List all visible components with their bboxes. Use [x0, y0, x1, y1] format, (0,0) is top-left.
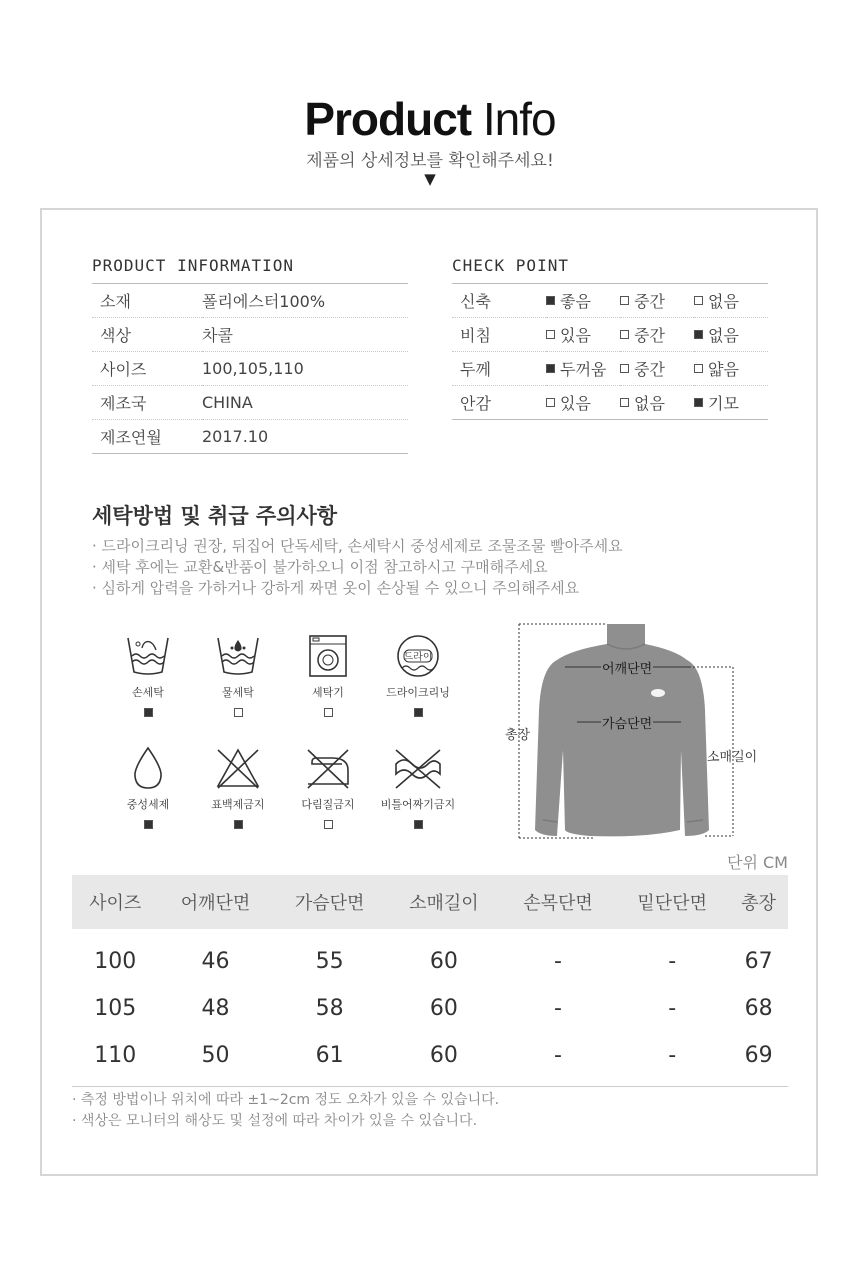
size-table-cell: 68 — [744, 996, 773, 1021]
shoulder-label: 어깨단면 — [601, 658, 653, 677]
checked-box-icon — [414, 820, 423, 829]
care-label: 드라이크리닝 — [386, 686, 450, 699]
check-point-table — [452, 283, 768, 420]
checked-box-icon — [234, 820, 243, 829]
check-option — [694, 352, 768, 386]
check-option-label: 중간 — [634, 326, 665, 345]
product-info-value: 차콜 — [202, 318, 408, 352]
size-table-cell: 60 — [429, 949, 458, 974]
care-check — [278, 704, 378, 723]
check-option-label: 기모 — [708, 394, 739, 413]
product-info-row — [92, 386, 408, 420]
size-table-header: 손목단면 — [501, 875, 615, 929]
title-light: Info — [482, 93, 556, 145]
care-item — [278, 634, 378, 723]
checked-box-icon — [144, 708, 153, 717]
size-table-cell: 110 — [72, 1032, 158, 1087]
check-point-label: 두께 — [452, 352, 546, 386]
unchecked-box-icon — [546, 330, 555, 339]
product-info-label: 소재 — [92, 284, 202, 318]
size-table-cell: 50 — [158, 1032, 272, 1087]
size-table-header: 사이즈 — [72, 875, 158, 929]
size-table-header: 소매길이 — [387, 875, 501, 929]
product-info-row — [92, 318, 408, 352]
check-option-label: 좋음 — [560, 292, 591, 311]
care-item — [188, 634, 288, 723]
check-point-label: 비침 — [452, 318, 546, 352]
checked-box-icon — [414, 708, 423, 717]
care-label: 표백제금지 — [211, 798, 265, 811]
check-point-row — [452, 284, 768, 318]
check-point-label: 신축 — [452, 284, 546, 318]
size-table-cell: - — [554, 949, 562, 974]
size-table-cell: 55 — [315, 949, 344, 974]
unchecked-box-icon — [620, 364, 629, 373]
check-option-label: 중간 — [634, 292, 665, 311]
no-bleach-icon — [188, 746, 288, 792]
footnote: · 색상은 모니터의 해상도 및 설정에 따라 차이가 있을 수 있습니다. — [72, 1113, 478, 1129]
product-info-table — [92, 283, 408, 454]
product-info-heading: PRODUCT INFORMATION — [92, 256, 295, 275]
size-table-header: 가슴단면 — [273, 875, 387, 929]
footnote: · 측정 방법이나 위치에 따라 ±1~2cm 정도 오차가 있을 수 있습니다. — [72, 1092, 500, 1108]
product-info-row — [92, 420, 408, 454]
checked-box-icon — [694, 330, 703, 339]
check-option-label: 얇음 — [708, 360, 739, 379]
check-point-row — [452, 386, 768, 420]
care-check — [368, 816, 468, 835]
size-table-cell: 60 — [387, 1032, 501, 1087]
product-info-value: 2017.10 — [202, 420, 408, 454]
size-table-cell: 46 — [201, 949, 230, 974]
care-item — [278, 746, 378, 835]
sleeve-label: 소매길이 — [707, 750, 758, 765]
size-table-cell: 69 — [729, 1032, 788, 1087]
check-option-label: 두꺼움 — [560, 360, 607, 379]
size-table-cell: 60 — [429, 996, 458, 1021]
product-info-row — [92, 352, 408, 386]
size-table-header: 어깨단면 — [158, 875, 272, 929]
size-table-cell: - — [615, 1032, 729, 1087]
check-option — [694, 318, 768, 352]
page-title — [0, 92, 860, 146]
check-option-label: 없음 — [708, 326, 739, 345]
care-label: 세탁기 — [312, 686, 344, 699]
check-point-row — [452, 352, 768, 386]
check-option-label: 있음 — [560, 394, 591, 413]
size-table-header: 밑단단면 — [615, 875, 729, 929]
product-info-value: 폴리에스터100% — [202, 284, 408, 318]
size-table-row — [72, 1032, 788, 1087]
title-bold: Product — [304, 93, 472, 145]
care-item — [368, 634, 468, 723]
care-check — [188, 816, 288, 835]
care-check — [98, 704, 198, 723]
care-label: 물세탁 — [222, 686, 254, 699]
garment-diagram — [505, 620, 760, 850]
chest-label: 가슴단면 — [601, 713, 653, 732]
size-table-cell: 48 — [201, 996, 230, 1021]
check-option-label: 중간 — [634, 360, 665, 379]
size-table-cell: - — [501, 1032, 615, 1087]
care-label: 손세탁 — [132, 686, 164, 699]
care-check — [188, 704, 288, 723]
size-table-cell: 61 — [273, 1032, 387, 1087]
care-check — [278, 816, 378, 835]
product-info-label: 색상 — [92, 318, 202, 352]
unchecked-box-icon — [324, 820, 333, 829]
check-option — [546, 284, 620, 318]
unchecked-box-icon — [694, 296, 703, 305]
product-info-value: CHINA — [202, 386, 408, 420]
unchecked-box-icon — [234, 708, 243, 717]
dry-clean-badge: 드라이 — [403, 652, 433, 663]
check-option-label: 없음 — [708, 292, 739, 311]
no-wring-icon — [368, 746, 468, 792]
unchecked-box-icon — [620, 296, 629, 305]
size-table — [72, 875, 788, 1087]
care-label: 다림질금지 — [301, 798, 355, 811]
product-info-row — [92, 284, 408, 318]
washing-machine-icon — [278, 634, 378, 680]
check-option — [546, 386, 620, 420]
unit-label: 단위 CM — [727, 853, 788, 872]
check-point-heading: CHECK POINT — [452, 256, 569, 275]
check-option — [620, 284, 694, 318]
size-table-row — [72, 929, 788, 985]
size-table-cell: 105 — [94, 996, 137, 1021]
care-item — [98, 634, 198, 723]
unchecked-box-icon — [694, 364, 703, 373]
size-table-cell: 100 — [94, 949, 137, 974]
size-table-cell: - — [554, 996, 562, 1021]
unchecked-box-icon — [620, 398, 629, 407]
check-option — [694, 386, 768, 420]
washing-note: · 드라이크리닝 권장, 뒤집어 단독세탁, 손세탁시 중성세제로 조물조물 빨아주세요 — [92, 537, 623, 555]
care-label: 중성세제 — [126, 798, 170, 811]
size-table-cell: - — [668, 996, 677, 1021]
hand-wash-icon — [98, 634, 198, 680]
check-point-label: 안감 — [452, 386, 546, 420]
product-info-value: 100,105,110 — [202, 352, 408, 386]
care-item — [188, 746, 288, 835]
water-wash-icon — [188, 634, 288, 680]
neutral-detergent-icon — [98, 746, 198, 792]
product-info-label: 제조연월 — [92, 420, 202, 454]
care-label: 비틀어짜기금지 — [380, 798, 456, 811]
size-table-row — [72, 985, 788, 1032]
dry-clean-icon — [368, 634, 468, 680]
checked-box-icon — [694, 398, 703, 407]
page-subtitle: 제품의 상세정보를 확인해주세요! — [306, 151, 554, 171]
size-table-header: 총장 — [729, 875, 788, 929]
washing-note: · 심하게 압력을 가하거나 강하게 짜면 옷이 손상될 수 있으니 주의해주세요 — [92, 579, 580, 597]
care-check — [368, 704, 468, 723]
check-option-label: 없음 — [634, 394, 665, 413]
checked-box-icon — [546, 364, 555, 373]
check-option-label: 있음 — [560, 326, 591, 345]
washing-note: · 세탁 후에는 교환&반품이 불가하오니 이점 참고하시고 구매해주세요 — [92, 558, 548, 576]
down-arrow-icon: ▼ — [424, 170, 436, 188]
size-table-cell: - — [668, 949, 677, 974]
no-iron-icon — [278, 746, 378, 792]
check-point-row — [452, 318, 768, 352]
check-option — [546, 352, 620, 386]
sweater-illustration — [505, 620, 760, 850]
length-label: 총장 — [505, 728, 531, 743]
check-option — [620, 352, 694, 386]
unchecked-box-icon — [620, 330, 629, 339]
checked-box-icon — [546, 296, 555, 305]
product-info-label: 제조국 — [92, 386, 202, 420]
washing-title: 세탁방법 및 취급 주의사항 — [92, 504, 338, 528]
care-item — [368, 746, 468, 835]
check-option — [620, 386, 694, 420]
care-item — [98, 746, 198, 835]
size-table-cell: 67 — [744, 949, 773, 974]
care-check — [98, 816, 198, 835]
unchecked-box-icon — [324, 708, 333, 717]
check-option — [694, 284, 768, 318]
size-table-cell: 58 — [315, 996, 344, 1021]
checked-box-icon — [144, 820, 153, 829]
unchecked-box-icon — [546, 398, 555, 407]
product-info-label: 사이즈 — [92, 352, 202, 386]
check-option — [620, 318, 694, 352]
check-option — [546, 318, 620, 352]
